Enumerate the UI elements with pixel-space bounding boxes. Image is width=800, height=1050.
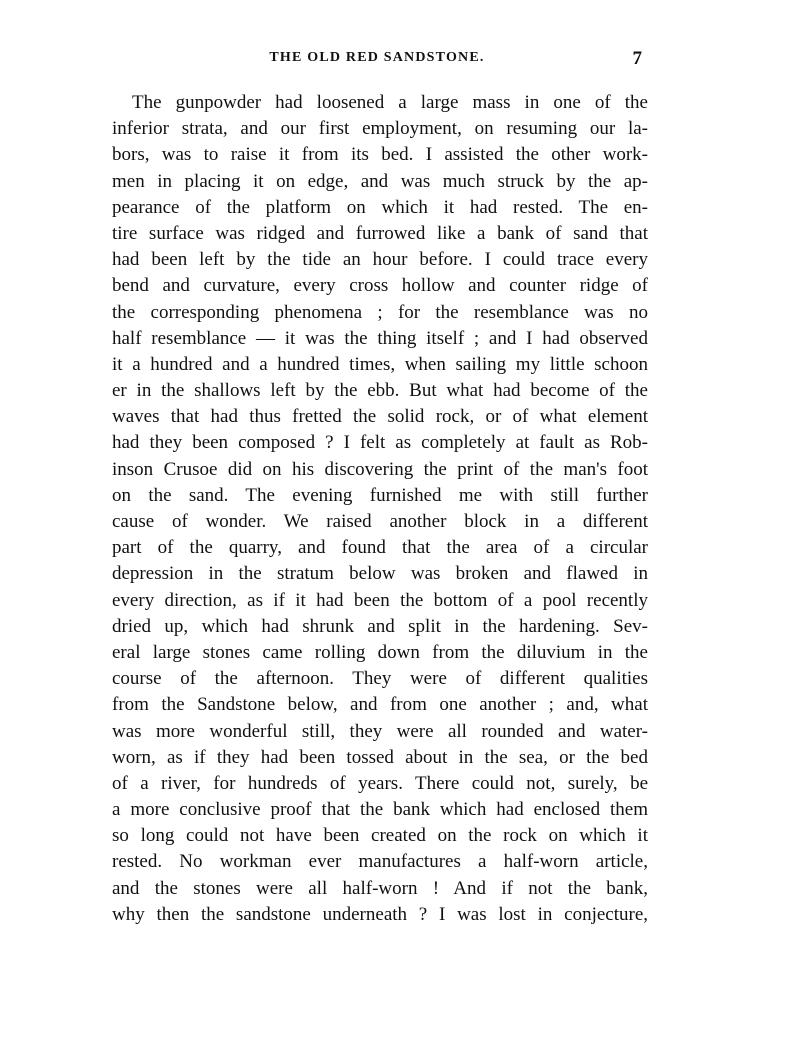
text-line: half resemblance — it was the thing itself ; and I had observed [112,327,648,349]
text-line: was more wonderful still, they were all rounded and water- [112,720,648,742]
text-line: men in placing it on edge, and was much struck by the ap- [112,170,648,192]
text-line: a more conclusive proof that the bank which had enclosed them [112,799,648,821]
text-line: bors, was to raise it from its bed. I assisted the other work- [112,144,648,166]
text-line: waves that had thus fretted the solid rock, or of what element [112,406,648,428]
page-number: 7 [632,48,642,69]
text-line: tire surface was ridged and furrowed like a bank of sand that [112,222,648,244]
text-line: er in the shallows left by the ebb. But what had become of the [112,380,648,402]
text-line: worn, as if they had been tossed about in the sea, or the bed [112,746,648,768]
text-line: on the sand. The evening furnished me with still further [112,484,648,506]
body-text [112,90,648,928]
text-line: from the Sandstone below, and from one another ; and, what [112,694,648,716]
text-line: so long could not have been created on the rock on which it [112,825,648,847]
text-line: bend and curvature, every cross hollow and counter ridge of [112,275,648,297]
text-line: inson Crusoe did on his discovering the print of the man's foot [112,458,648,480]
text-line: cause of wonder. We raised another block in a different [112,511,648,532]
text-line: it a hundred and a hundred times, when sailing my little schoon [112,353,648,375]
text-line: had been left by the tide an hour before. I could trace every [112,249,648,271]
text-line: dried up, which had shrunk and split in the hardening. Sev- [112,615,648,637]
text-line: depression in the stratum below was broken and flawed in [112,563,648,585]
text-line: pearance of the platform on which it had rested. The en- [112,196,648,218]
text-line: had they been composed ? I felt as completely at fault as Rob- [112,432,648,454]
text-line: course of the afternoon. They were of different qualities [112,668,648,690]
running-title: THE OLD RED SANDSTONE. [269,50,485,65]
text-line: the corresponding phenomena ; for the resemblance was no [112,301,648,323]
text-line: inferior strata, and our first employment, on resuming our la- [112,118,648,140]
text-line: of a river, for hundreds of years. There could not, surely, be [112,772,648,794]
text-line: why then the sandstone underneath ? I was lost in conjecture, [112,903,648,925]
text-line: rested. No workman ever manufactures a half-worn article, [112,851,648,873]
text-line: part of the quarry, and found that the area of a circular [112,537,648,559]
text-line: eral large stones came rolling down from the diluvium in the [112,641,648,663]
running-head [112,50,642,72]
text-line: every direction, as if it had been the bottom of a pool recently [112,589,648,611]
text-line: The gunpowder had loosened a large mass in one of the [132,92,648,113]
text-line: and the stones were all half-worn ! And if not the bank, [112,877,648,899]
